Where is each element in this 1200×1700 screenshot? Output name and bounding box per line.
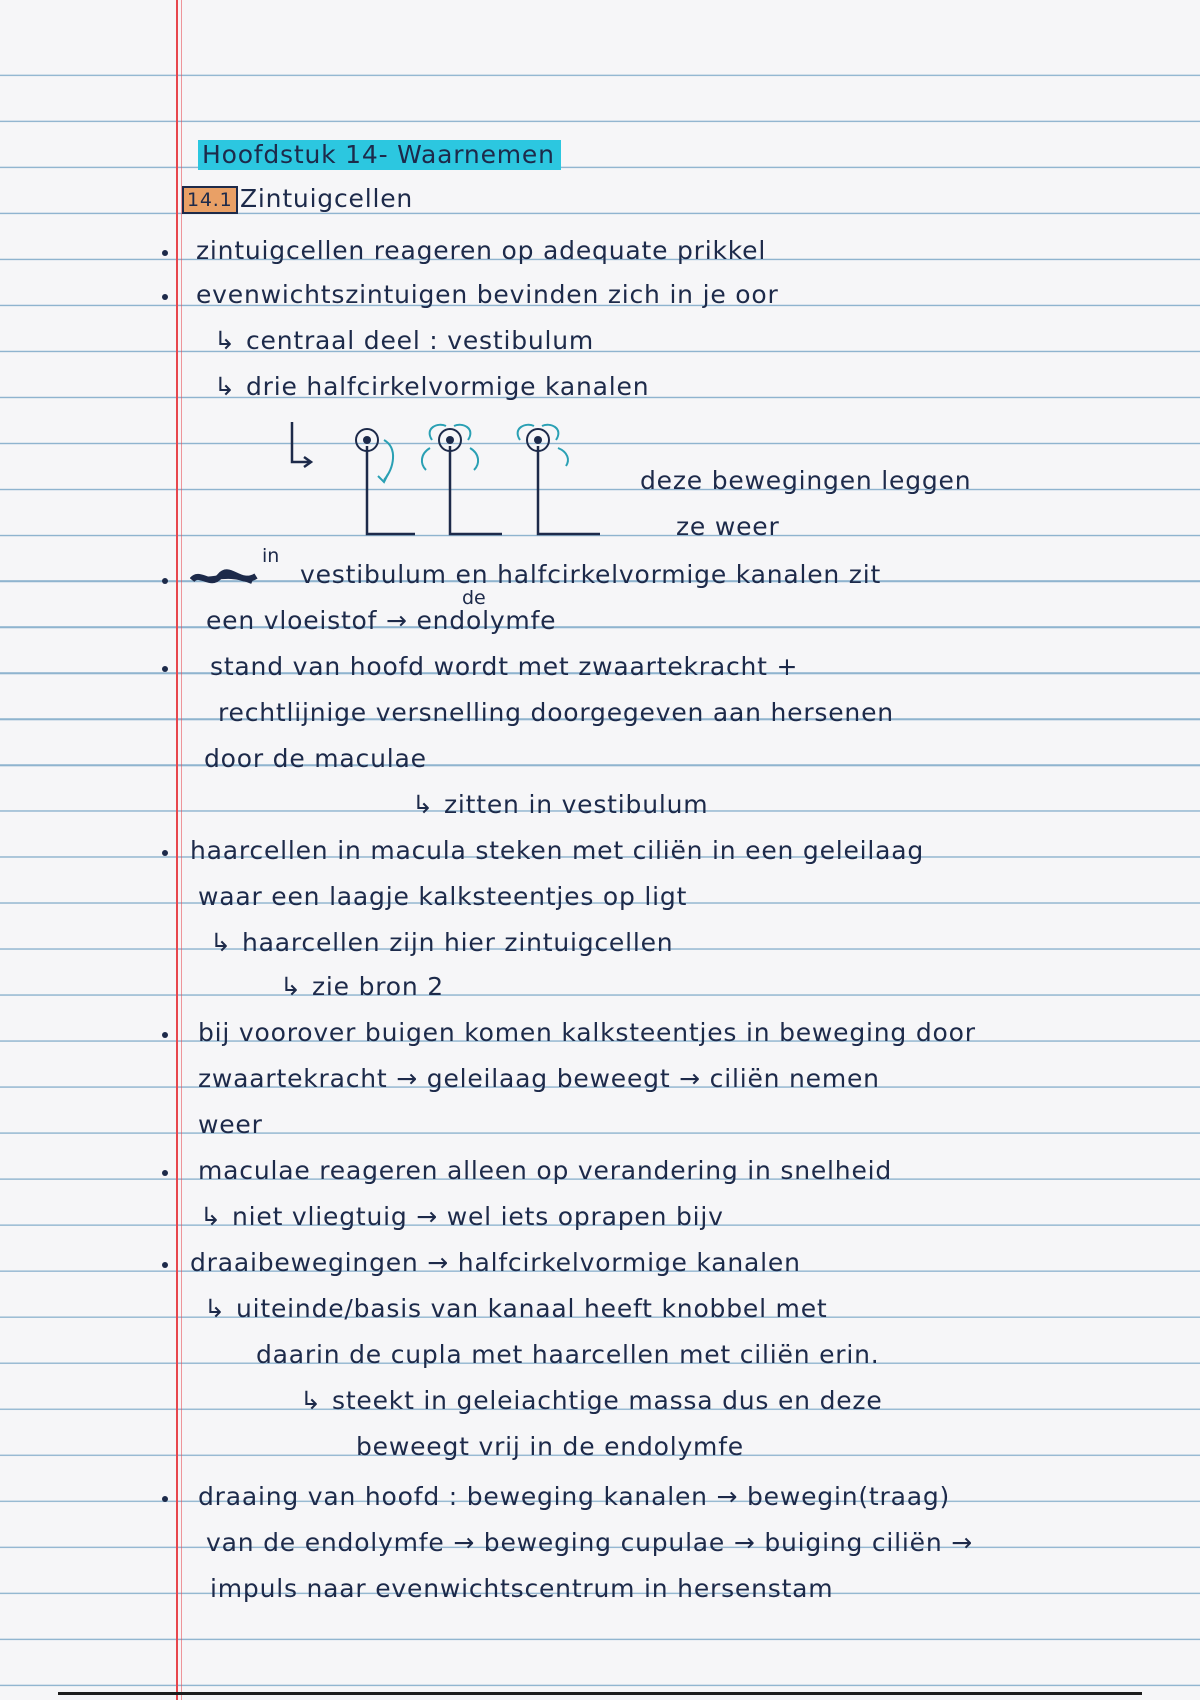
bullet-dot — [162, 850, 168, 856]
note-line: uiteinde/basis van kanaal heeft knobbel met — [236, 1294, 828, 1323]
bullet-dot — [162, 1262, 168, 1268]
note-line: een vloeistof → endolymfe — [206, 606, 557, 635]
note-line: bij voorover buigen komen kalksteentjes in beweging door — [198, 1018, 976, 1047]
arrow-sub-icon: ↳ — [412, 790, 434, 819]
note-line: van de endolymfe → beweging cupulae → buiging ciliën → — [206, 1528, 973, 1557]
note-line: centraal deel : vestibulum — [246, 326, 595, 355]
arrow-sub-icon: ↳ — [214, 372, 236, 401]
note-line: weer — [198, 1110, 263, 1139]
note-line: zwaartekracht → geleilaag beweegt → ciliën nemen — [198, 1064, 880, 1093]
inserted-word: in — [262, 545, 280, 567]
bullet-dot — [162, 1032, 168, 1038]
bullet-dot — [162, 1170, 168, 1176]
bullet-dot — [162, 250, 168, 256]
sketch-caption: ze weer — [676, 512, 780, 541]
note-line: draaing van hoofd : beweging kanalen → bewegin(traag) — [198, 1482, 951, 1511]
note-line: steekt in geleiachtige massa dus en deze — [332, 1386, 883, 1415]
note-line: drie halfcirkelvormige kanalen — [246, 372, 650, 401]
note-line: haarcellen zijn hier zintuigcellen — [242, 928, 674, 957]
note-line: daarin de cupla met haarcellen met ciliën erin. — [256, 1340, 880, 1369]
note-line: draaibewegingen → halfcirkelvormige kanalen — [190, 1248, 801, 1277]
margin-line-secondary — [181, 0, 182, 1700]
section-title: Zintuigcellen — [240, 184, 414, 213]
bullet-dot — [162, 1496, 168, 1502]
crossed-out-word — [190, 568, 260, 590]
note-line: niet vliegtuig → wel iets oprapen bijv — [232, 1202, 724, 1231]
note-line: zintuigcellen reageren op adequate prikkel — [196, 236, 767, 265]
note-line: impuls naar evenwichtscentrum in hersenstam — [210, 1574, 834, 1603]
bullet-dot — [162, 294, 168, 300]
canal-movement-sketch — [270, 418, 600, 544]
note-line: haarcellen in macula steken met ciliën in een geleilaag — [190, 836, 925, 865]
sketch-caption: deze bewegingen leggen — [640, 466, 972, 495]
note-line: beweegt vrij in de endolymfe — [356, 1432, 744, 1461]
note-line: zie bron 2 — [312, 972, 444, 1001]
note-line: maculae reageren alleen op verandering in snelheid — [198, 1156, 893, 1185]
note-line: zitten in vestibulum — [444, 790, 709, 819]
bullet-dot — [162, 578, 168, 584]
arrow-sub-icon: ↳ — [210, 928, 232, 957]
arrow-sub-icon: ↳ — [300, 1386, 322, 1415]
note-line: waar een laagje kalksteentjes op ligt — [198, 882, 688, 911]
note-line: stand van hoofd wordt met zwaartekracht + — [210, 652, 799, 681]
arrow-sub-icon: ↳ — [204, 1294, 226, 1323]
arrow-sub-icon: ↳ — [200, 1202, 222, 1231]
section-number-badge: 14.1 — [182, 186, 238, 214]
arrow-sub-icon: ↳ — [280, 972, 302, 1001]
arrow-sub-icon: ↳ — [214, 326, 236, 355]
note-line: door de maculae — [204, 744, 427, 773]
page-bottom-edge — [58, 1692, 1142, 1695]
bullet-dot — [162, 666, 168, 672]
inserted-word: de — [462, 587, 486, 609]
note-line: evenwichtszintuigen bevinden zich in je oor — [196, 280, 779, 309]
note-line: vestibulum en halfcirkelvormige kanalen zit — [300, 560, 882, 589]
note-line: rechtlijnige versnelling doorgegeven aan hersenen — [218, 698, 894, 727]
page-title: Hoofdstuk 14- Waarnemen — [198, 140, 561, 170]
margin-line — [176, 0, 178, 1700]
